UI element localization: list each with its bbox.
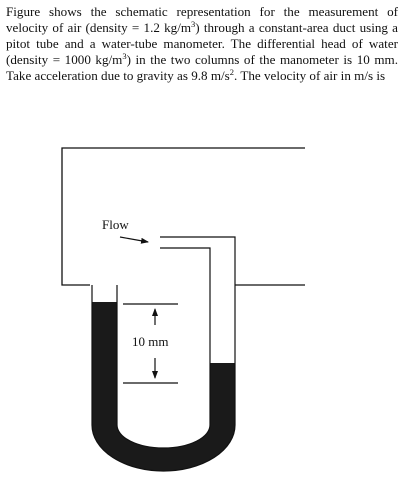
duct [62, 148, 305, 285]
flow-label: Flow [102, 217, 129, 232]
water-column-left [92, 302, 117, 420]
duct-outline-left [62, 148, 305, 285]
pitot-tube-inner [160, 248, 210, 285]
superscript-square: 2 [229, 67, 235, 77]
superscript-cube-1: 3 [191, 19, 196, 29]
head-label: 10 mm [132, 334, 169, 349]
manometer [92, 285, 235, 471]
question-part-4: . The velocity of air in m/s is [234, 68, 386, 83]
pitot-tube [160, 237, 235, 285]
flow-arrow [120, 237, 148, 242]
tube-inner-wall [117, 285, 210, 448]
question-part-2: ) through a constant-area duct using a pitot tube and a water-tube manometer. The differential head of water (density = 1000 kg/m [6, 20, 398, 67]
question-part-3: ) in the two columns of the manometer is 10 mm. Take acceleration due to gravity as 9.8 m/s [6, 52, 398, 83]
water-bend [92, 420, 235, 471]
pitot-tube-outer [160, 237, 235, 285]
water-column-right [210, 363, 235, 420]
superscript-cube-2: 3 [122, 51, 127, 61]
question-part-1: Figure shows the schematic representation for the measurement of velocity of air (density = 1.2 kg/m [6, 4, 398, 35]
